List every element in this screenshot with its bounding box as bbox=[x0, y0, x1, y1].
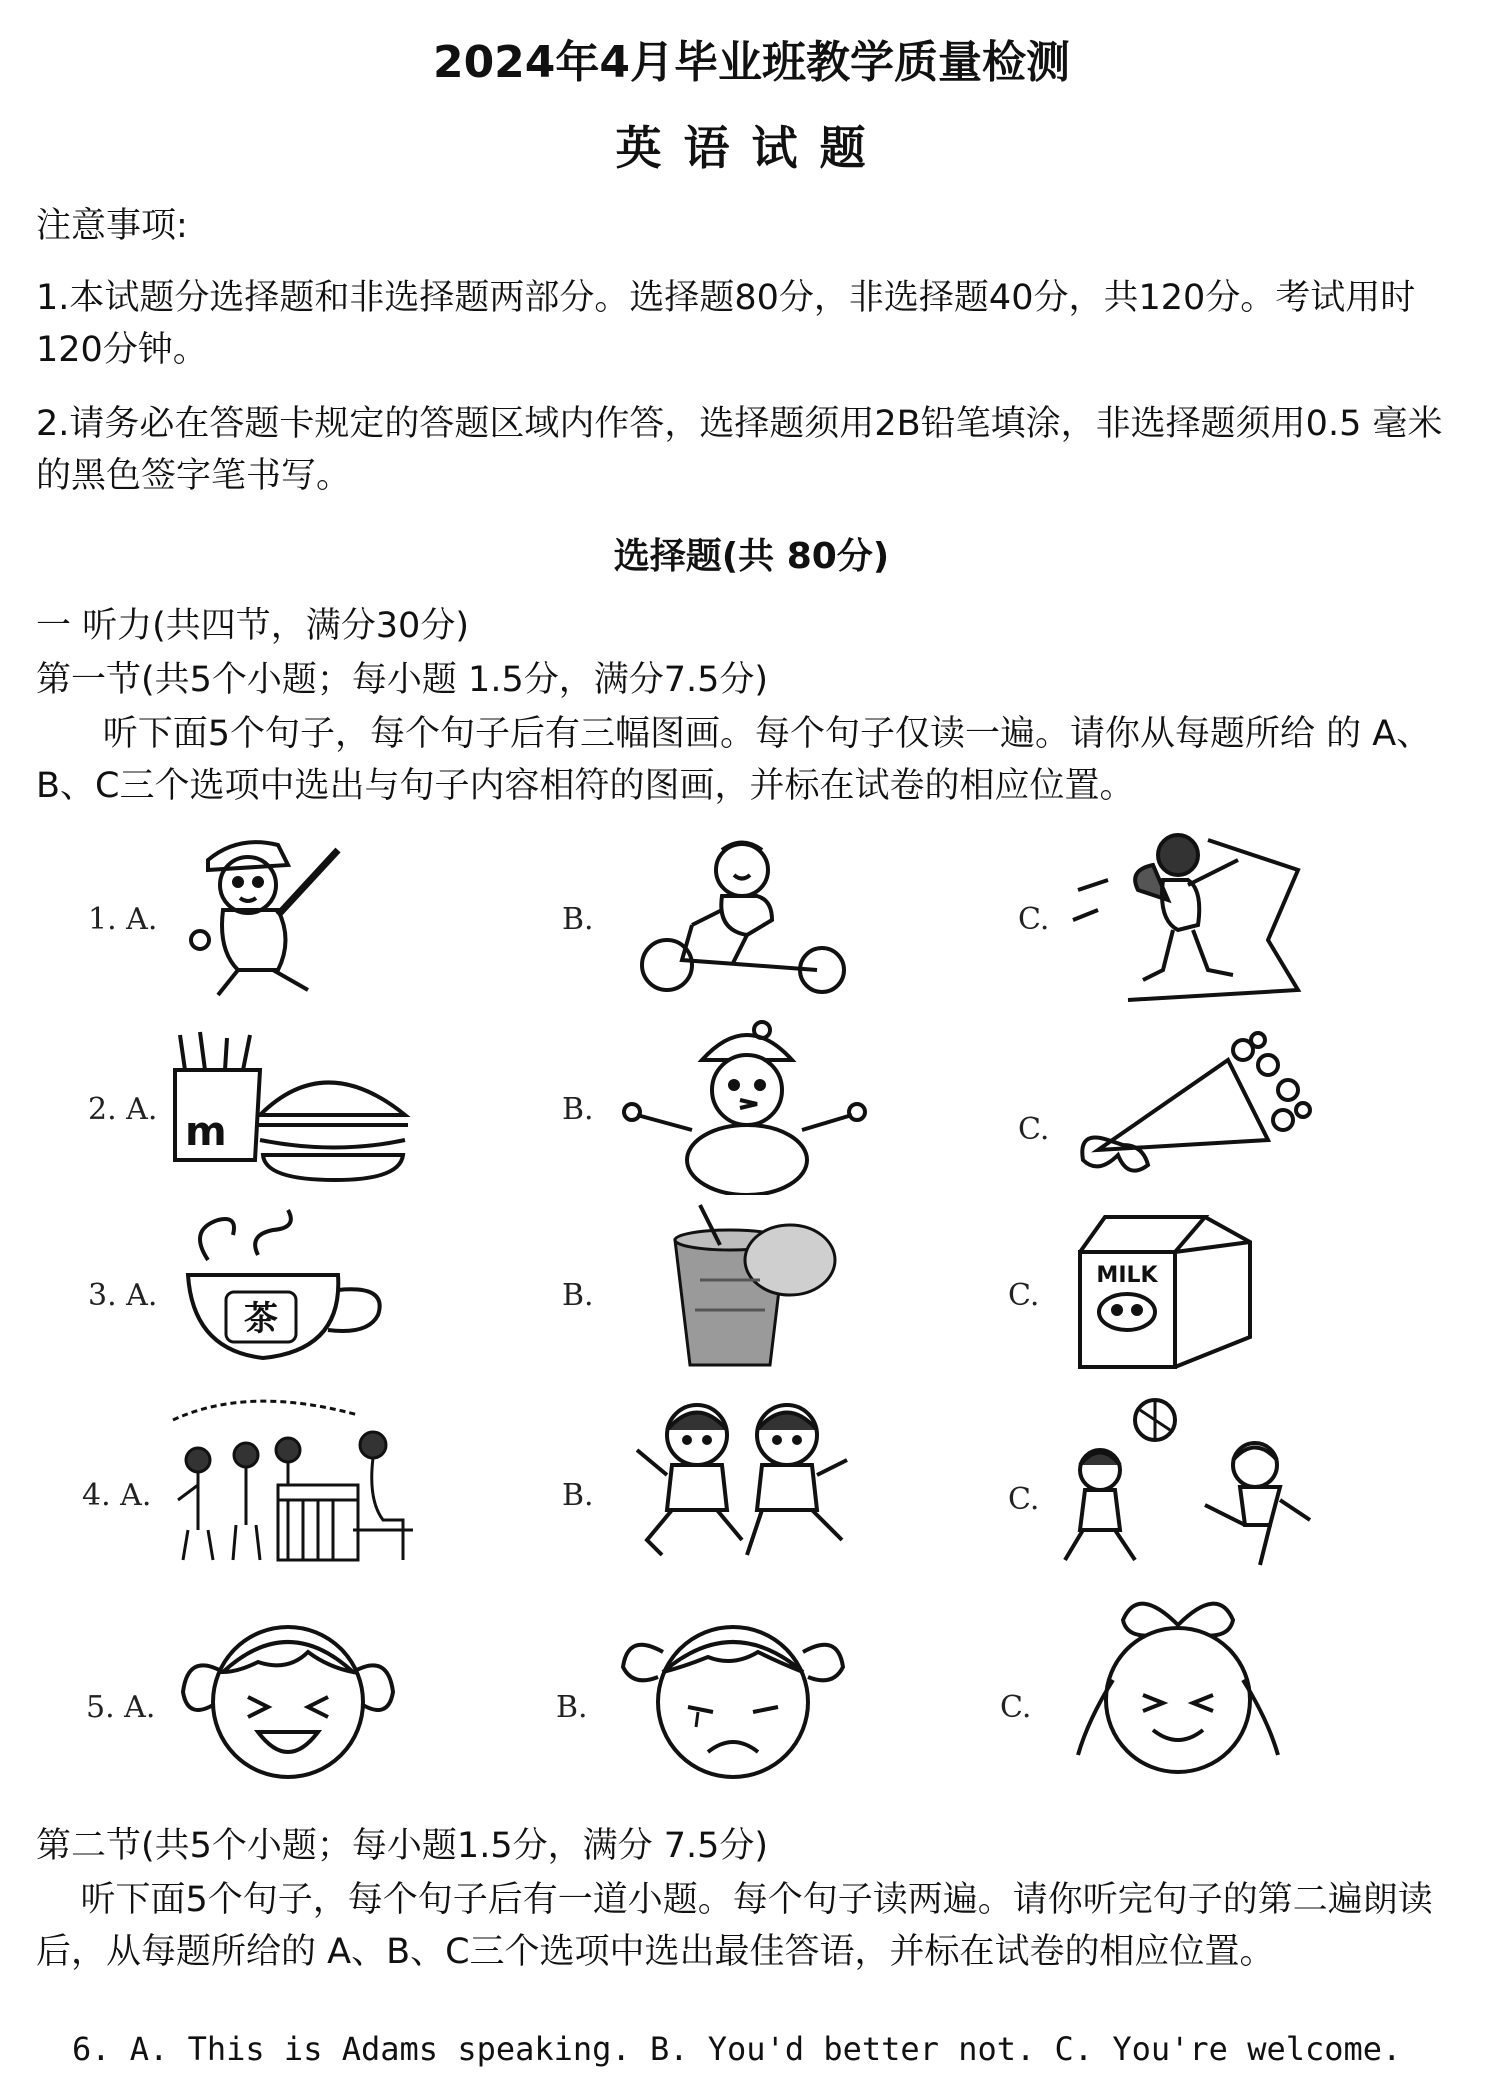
q5-c-label: C. bbox=[1000, 1690, 1032, 1725]
q3-c-label: C. bbox=[1008, 1278, 1040, 1313]
q3-b-label: B. bbox=[562, 1278, 594, 1313]
sub2-instructions: 听下面5个句子，每个句子后有一道小题。每个句子读两遍。请你听完句子的第二遍朗读后，从每题所给的 A、B、C三个选项中选出最佳答语，并标在试卷的相应位置。 bbox=[36, 1880, 1433, 1972]
smiling-bow-girl-icon bbox=[1068, 1590, 1288, 1780]
sad-girl-face-icon bbox=[618, 1612, 848, 1782]
q2-b-label: B. bbox=[562, 1092, 594, 1127]
flower-bouquet-icon bbox=[1068, 1030, 1328, 1190]
running-kids-icon bbox=[622, 1390, 862, 1565]
q5-a-label: 5. A. bbox=[86, 1690, 156, 1725]
q5-b-label: B. bbox=[556, 1690, 588, 1725]
q4-a-label: 4. A. bbox=[82, 1478, 152, 1513]
notes-heading: 注意事项: bbox=[36, 206, 188, 246]
sub2-heading: 第二节(共5个小题；每小题1.5分，满分 7.5分) bbox=[36, 1826, 769, 1866]
section-heading: 选择题(共 80分) bbox=[613, 536, 890, 577]
notes-item-1: 1.本试题分选择题和非选择题两部分。选择题80分，非选择题40分，共120分。考试用时 120分钟。 bbox=[36, 278, 1427, 370]
music-band-icon bbox=[168, 1390, 418, 1565]
q2-c-label: C. bbox=[1018, 1112, 1050, 1147]
sub1-heading: 第一节(共5个小题；每小题 1.5分，满分7.5分) bbox=[36, 660, 769, 700]
tea-cup-icon bbox=[178, 1200, 398, 1370]
q4-b-label: B. bbox=[562, 1478, 594, 1513]
baseball-player-icon bbox=[178, 830, 378, 1000]
svg-text:m: m bbox=[185, 1109, 227, 1155]
fries-burger-icon bbox=[165, 1030, 415, 1190]
playing-football-icon bbox=[1055, 1390, 1325, 1570]
q1-a-label: 1. A. bbox=[88, 902, 158, 937]
q2-a-label: 2. A. bbox=[88, 1092, 158, 1127]
tea-cup-text: 茶 bbox=[244, 1299, 278, 1339]
q6-options: 6. A. This is Adams speaking. B. You'd better not. C. You're welcome. bbox=[72, 2030, 1402, 2068]
milk-carton-text: MILK bbox=[1096, 1263, 1158, 1288]
tricycle-boy-icon bbox=[622, 830, 872, 1000]
exam-title: 2024年4月毕业班教学质量检测 bbox=[432, 37, 1071, 88]
question-row-3 bbox=[0, 1200, 1503, 1380]
q1-c-label: C. bbox=[1018, 902, 1050, 937]
question-row-2 bbox=[0, 1020, 1503, 1200]
juice-glass-icon bbox=[660, 1200, 850, 1375]
subject-title: 英语试题 bbox=[615, 121, 888, 175]
question-row-4 bbox=[0, 1390, 1503, 1570]
milk-carton-icon bbox=[1075, 1212, 1255, 1372]
q1-b-label: B. bbox=[562, 902, 594, 937]
part1-heading: 一 听力(共四节，满分30分) bbox=[36, 606, 469, 646]
sub1-instructions: 听下面5个句子，每个句子后有三幅图画。每个句子仅读一遍。请你从每题所给 的 A、B、C三个选项中选出与句子内容相符的图画，并标在试卷的相应位置。 bbox=[36, 714, 1432, 806]
snowman-icon bbox=[612, 1020, 882, 1195]
q4-c-label: C. bbox=[1008, 1482, 1040, 1517]
happy-girl-face-icon bbox=[178, 1612, 398, 1782]
notes-item-2: 2.请务必在答题卡规定的答题区域内作答，选择题须用2B铅笔填涂，非选择题须用0.5 毫米的黑色签字笔书写。 bbox=[36, 404, 1443, 496]
question-row-1 bbox=[0, 830, 1503, 1010]
question-row-5 bbox=[0, 1590, 1503, 1770]
climber-icon bbox=[1068, 830, 1328, 1005]
q3-a-label: 3. A. bbox=[88, 1278, 158, 1313]
